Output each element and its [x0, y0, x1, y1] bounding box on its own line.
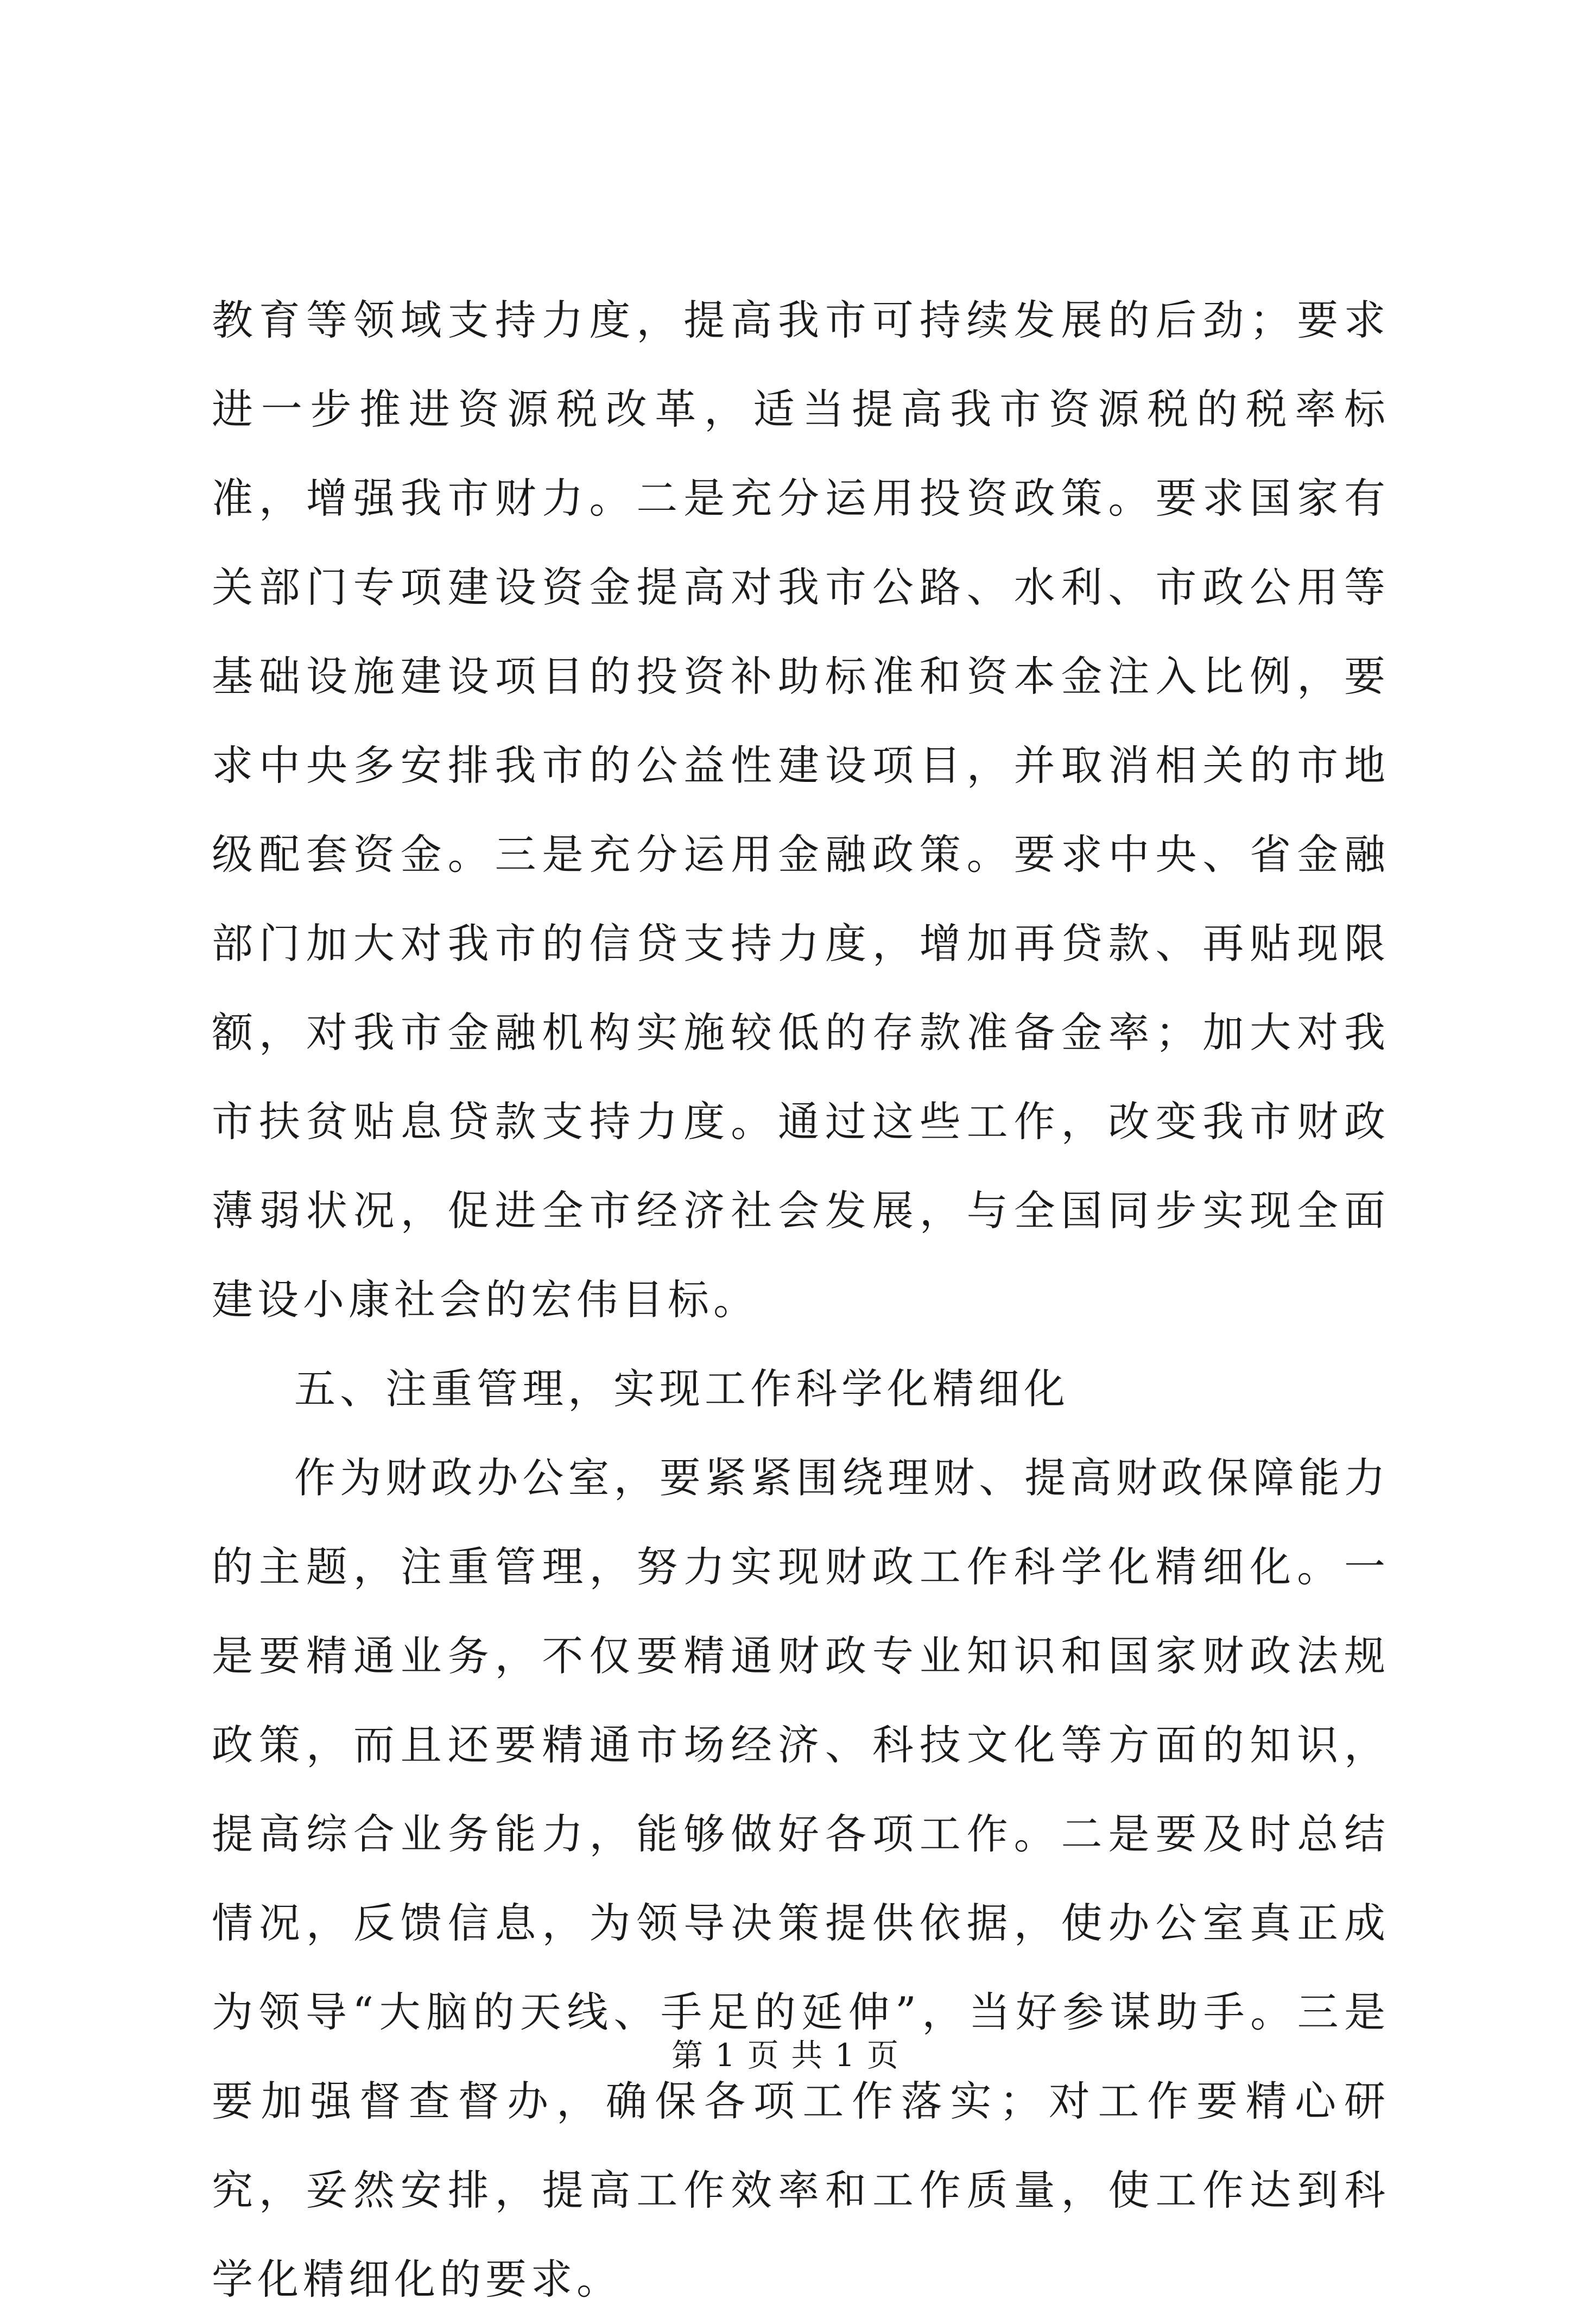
paragraph-continuation: 教育等领域支持力度，提高我市可持续发展的后劲；要求进一步推进资源税改革，适当提高我市资源税的税率标准，增强我市财力。二是充分运用投资政策。要求国家有关部门专项建设资金提高对我市公路、水利、市政公用等基础设施建设项目的投资补助标准和资本金注入比例，要求中央多安排我市的公益性建设项目，并取消相关的市地级配套资金。三是充分运用金融政策。要求中央、省金融部门加大对我市的信贷支持力度，增加再贷款、再贴现限额，对我市金融机构实施较低的存款准备金率；加大对我市扶贫贴息贷款支持力度。通过这些工作，改变我市财政薄弱状况，促进全市经济社会发展，与全国同步实现全面建设小康社会的宏伟目标。 — [212, 296, 1390, 1324]
page-number-label: 第 1 页 共 1 页 — [672, 2037, 899, 2074]
page-footer — [0, 2033, 1571, 2077]
section-heading: 五、注重管理，实现工作科学化精细化 — [294, 1365, 1069, 1413]
paragraph-body: 作为财政办公室，要紧紧围绕理财、提高财政保障能力的主题，注重管理，努力实现财政工作科学化精细化。一是要精通业务，不仅要精通财政专业知识和国家财政法规政策，而且还要精通市场经济、科技文化等方面的知识，提高综合业务能力，能够做好各项工作。二是要及时总结情况，反馈信息，为领导决策提供依据，使办公室真正成为领导“大脑的天线、手足的延伸”，当好参谋助手。三是要加强督查督办，确保各项工作落实；对工作要精心研究，妥然安排，提高工作效率和工作质量，使工作达到科学化精细化的要求。 — [212, 1454, 1390, 2303]
document-body — [212, 276, 1390, 2324]
